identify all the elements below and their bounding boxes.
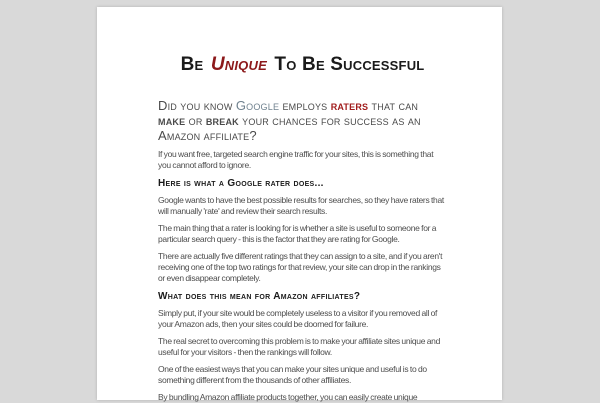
article-page — [97, 7, 502, 400]
body-paragraph: There are actually five different ratings that they can assign to a site, and if you aren't receiving one of the top two ratings for that review, your site can drop in the rankings or even disappear completely. — [158, 251, 443, 283]
intro-segment: raters — [330, 98, 369, 113]
section-heading: What does this mean for Amazon affiliates? — [158, 291, 361, 302]
body-paragraph: The real secret to overcoming this problem is to make your affiliate sites unique and useful for your visitors - then the rankings will follow. — [158, 336, 441, 357]
intro-segment: Did you know — [158, 98, 236, 113]
article-body — [158, 149, 447, 403]
intro-segment: break — [205, 113, 239, 128]
body-paragraph: If you want free, targeted search engine traffic for your sites, this is something that you cannot afford to ignore. — [158, 149, 434, 170]
intro-paragraph — [158, 98, 447, 143]
body-paragraph: Google wants to have the best possible results for searches, so they have raters that will manually 'rate' and review their search results. — [158, 195, 444, 216]
intro-segment: your chances for success as an Amazon affiliate? — [158, 113, 421, 143]
intro-segment: or — [185, 113, 206, 128]
body-paragraph: Simply put, if your site would be completely useless to a visitor if you removed all of your Amazon ads, then your sites could be doomed for failure. — [158, 308, 438, 329]
body-paragraph: One of the easiest ways that you can make your sites unique and useful is to do something different from the thousands of other affiliates. — [158, 364, 427, 385]
section-heading: Here is what a Google rater does... — [158, 178, 324, 189]
body-paragraph: The main thing that a rater is looking for is whether a site is useful to someone for a particular search query - this is the factor that they are rating for Google. — [158, 223, 437, 244]
title-prefix: Be — [180, 54, 209, 75]
body-paragraph: By bundling Amazon affiliate products together, you can easily create unique — [158, 392, 418, 402]
intro-segment: Google — [235, 98, 280, 113]
title-highlight-unique: Unique — [210, 54, 267, 75]
title-suffix: To Be Successful — [268, 54, 425, 75]
intro-segment: employs — [279, 98, 331, 113]
page-title — [158, 55, 447, 74]
intro-segment: that can — [368, 98, 419, 113]
intro-segment: make — [158, 113, 186, 128]
